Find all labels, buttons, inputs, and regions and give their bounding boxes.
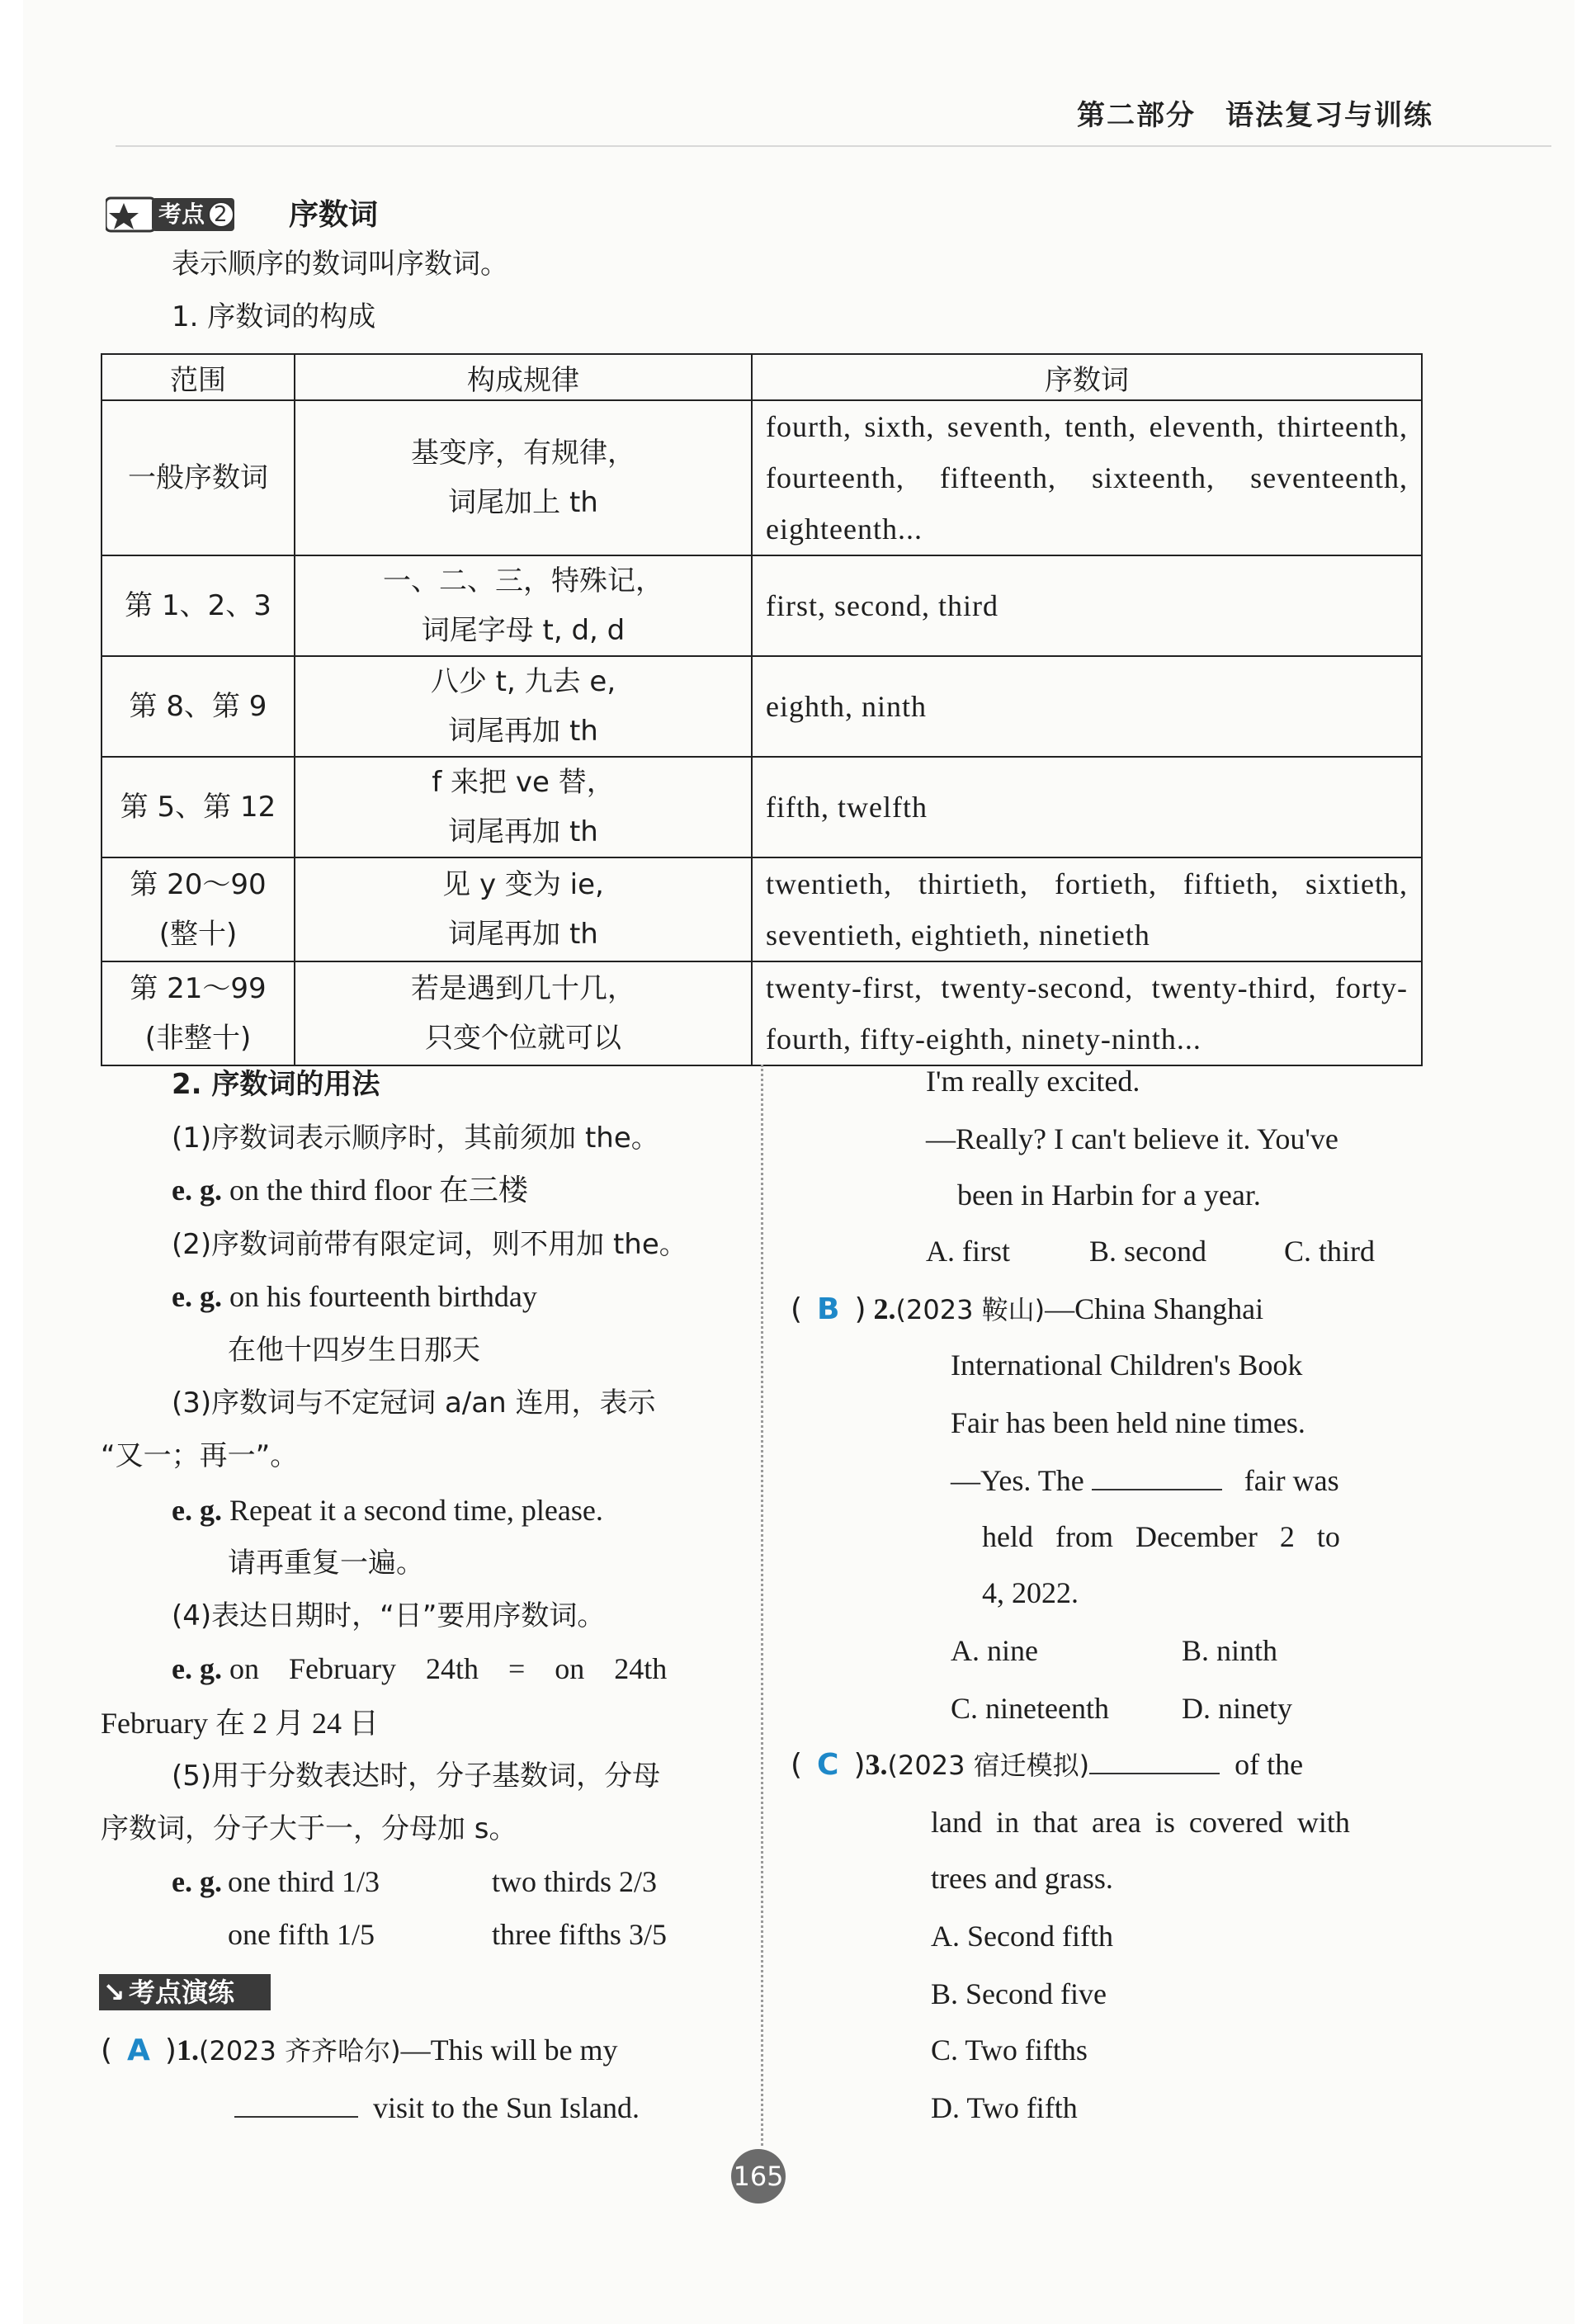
range-line: 第 21～99: [130, 972, 267, 1005]
question-1-line3: I'm really excited.: [926, 1065, 1140, 1098]
option: D. ninety: [1182, 1692, 1292, 1725]
table-cell-range: 第 5、第 12: [102, 757, 295, 857]
fraction-example: one fifth 1/5: [228, 1918, 375, 1951]
example-4-cont: February 在 2 月 24 日: [101, 1707, 379, 1740]
question-3-line2: land in that area is covered with: [931, 1806, 1350, 1839]
eg-label: e. g.: [172, 1865, 222, 1898]
question-2: ( B ) 2.(2023 鞍山)—China Shanghai: [791, 1292, 1264, 1326]
option: A. Second fifth: [931, 1920, 1113, 1953]
option: C. Two fifths: [931, 2034, 1088, 2067]
option: A. first: [926, 1235, 1010, 1268]
table-row: [102, 757, 1422, 857]
practice-badge-label: 考点演练: [129, 1977, 235, 2008]
table-cell-rule: [295, 400, 752, 555]
section-title: 序数词: [289, 198, 379, 232]
answer-blank: [1092, 1461, 1222, 1490]
eg-label: e. g.: [172, 1494, 222, 1527]
example-1: [172, 1170, 528, 1210]
usage-rule-3-cont: “又一；再一”。: [101, 1439, 299, 1472]
rule-line: 一、二、三，特殊记，: [383, 564, 663, 598]
table-cell-words: twentieth, thirtieth, fortieth, fiftieth, sixtieth, seventieth, eightieth, ninetieth: [752, 857, 1422, 961]
usage-rule-4: (4)表达日期时，“日”要用序数词。: [172, 1599, 606, 1632]
running-header: 第二部分 语法复习与训练: [1077, 99, 1433, 132]
answer-2: B: [817, 1292, 840, 1326]
question-2-line3: Fair has been held nine times.: [951, 1406, 1305, 1439]
table-cell-words: fourth, sixth, seventh, tenth, eleventh, thirteenth, fourteenth, fifteenth, sixteenth, seventeenth, eighteenth...: [752, 400, 1422, 555]
usage-rule-5: (5)用于分数表达时，分子基数词，分母: [172, 1760, 661, 1793]
question-2-line5: held from December 2 to: [982, 1520, 1340, 1553]
section-badge-number: 2: [214, 202, 228, 227]
eg-label: e. g.: [172, 1174, 222, 1207]
usage-rule-5-cont: 序数词，分子大于一，分母加 s。: [101, 1812, 517, 1845]
example-2-translation: 在他十四岁生日那天: [228, 1334, 480, 1367]
section-badge: [106, 195, 271, 234]
table-cell-words: fifth, twelfth: [752, 757, 1422, 857]
question-text: —China Shanghai: [1045, 1292, 1264, 1325]
question-3-line3: trees and grass.: [931, 1862, 1113, 1895]
example-text: on February 24th = on 24th: [221, 1652, 668, 1685]
example-3: [172, 1490, 603, 1530]
eg-label: e. g.: [172, 1280, 222, 1313]
table-header-row: [102, 354, 1422, 400]
rule-line: 词尾再加 th: [448, 715, 598, 748]
rule-line: 只变个位就可以: [425, 1022, 621, 1055]
question-source: (2023 齐齐哈尔): [198, 2035, 401, 2067]
question-source: (2023 鞍山): [895, 1294, 1046, 1325]
question-1-line2: [234, 2088, 640, 2128]
question-number: 2.: [873, 1292, 896, 1325]
rule-line: 词尾字母 t, d, d: [421, 614, 626, 647]
table-row: [102, 555, 1422, 656]
subheading-usage: 2. 序数词的用法: [172, 1068, 380, 1101]
answer-3: C: [817, 1748, 839, 1782]
example-text: Repeat it a second time, please.: [221, 1494, 603, 1527]
option: C. third: [1284, 1235, 1376, 1268]
table-row: [102, 961, 1422, 1065]
question-text: fair was: [1244, 1464, 1339, 1497]
question-3: ( C )3.(2023 宿迁模拟) of the: [791, 1745, 1303, 1785]
answer-blank: [1089, 1745, 1220, 1774]
fraction-example: three fifths 3/5: [492, 1918, 667, 1951]
table-cell-range: 一般序数词: [102, 400, 295, 555]
example-text: on his fourteenth birthday: [221, 1280, 537, 1313]
question-2-line4: [951, 1461, 1339, 1500]
usage-rule-3: (3)序数词与不定冠词 a/an 连用，表示: [172, 1386, 656, 1419]
table-cell-range: 第 1、2、3: [102, 555, 295, 656]
example-text: on the third floor 在三楼: [221, 1174, 528, 1207]
header-rule: [116, 145, 1551, 147]
option: B. second: [1089, 1235, 1206, 1268]
range-line: (整十): [158, 918, 238, 951]
question-number: 1.: [176, 2034, 199, 2067]
subheading-composition: 1. 序数词的构成: [172, 300, 376, 333]
table-cell-words: eighth, ninth: [752, 656, 1422, 757]
table-cell-range: 第 8、第 9: [102, 656, 295, 757]
question-2-line2: International Children's Book: [951, 1349, 1303, 1382]
question-2-line6: 4, 2022.: [982, 1576, 1079, 1609]
page-number: 165: [731, 2149, 786, 2204]
table-row: [102, 400, 1422, 555]
example-3-translation: 请再重复一遍。: [228, 1547, 424, 1580]
example-2: [172, 1277, 537, 1316]
table-cell-range: [102, 961, 295, 1065]
table-cell-range: [102, 857, 295, 961]
range-line: 第 20～90: [130, 868, 267, 901]
column-divider: [761, 1065, 763, 2146]
table-cell-rule: [295, 656, 752, 757]
rule-line: 见 y 变为 ie,: [442, 868, 604, 901]
option: B. ninth: [1182, 1634, 1278, 1667]
table-cell-rule: [295, 857, 752, 961]
table-cell-words: first, second, third: [752, 555, 1422, 656]
question-source: (2023 宿迁模拟): [887, 1750, 1090, 1781]
answer-1: A: [127, 2034, 150, 2067]
table-row: [102, 656, 1422, 757]
section-intro: 表示顺序的数词叫序数词。: [172, 248, 508, 281]
practice-badge: [99, 1974, 271, 2010]
eg-label: e. g.: [172, 1652, 222, 1685]
option: A. nine: [951, 1634, 1038, 1667]
fraction-example: two thirds 2/3: [492, 1865, 658, 1898]
range-line: (非整十): [144, 1022, 252, 1055]
table-cell-rule: [295, 961, 752, 1065]
table-header: 序数词: [752, 354, 1422, 400]
question-number: 3.: [865, 1748, 888, 1781]
table-row: [102, 857, 1422, 961]
rule-line: 八少 t, 九去 e,: [430, 665, 616, 698]
question-text: of the: [1235, 1748, 1304, 1781]
example-4: [172, 1649, 667, 1689]
fraction-example: one third 1/3: [228, 1865, 380, 1898]
table-cell-rule: [295, 757, 752, 857]
option: D. Two fifth: [931, 2091, 1078, 2124]
rule-line: f 来把 ve 替，: [432, 766, 615, 799]
rule-line: 词尾再加 th: [448, 918, 598, 951]
table-cell-words: twenty-first, twenty-second, twenty-third, forty-fourth, fifty-eighth, ninety-ninth...: [752, 961, 1422, 1065]
rule-line: 基变序，有规律，: [411, 437, 635, 470]
option: B. Second five: [931, 1977, 1107, 2010]
ordinal-rules-table: [101, 353, 1423, 1066]
question-text: visit to the Sun Island.: [373, 2091, 640, 2124]
question-text: —Yes. The: [951, 1464, 1084, 1497]
answer-blank: [234, 2088, 358, 2118]
section-badge-label: 考点: [158, 201, 205, 228]
rule-line: 词尾加上 th: [448, 486, 598, 519]
question-1: ( A )1.(2023 齐齐哈尔)—This will be my: [101, 2034, 618, 2067]
usage-rule-2: (2)序数词前带有限定词，则不用加 the。: [172, 1228, 687, 1261]
usage-rule-1: (1)序数词表示顺序时，其前须加 the。: [172, 1122, 659, 1155]
arrow-icon: ↘: [102, 1977, 125, 2008]
table-header: 构成规律: [295, 354, 752, 400]
option: C. nineteenth: [951, 1692, 1109, 1725]
question-text: —This will be my: [400, 2034, 618, 2067]
table-header: 范围: [102, 354, 295, 400]
question-1-line4: —Really? I can't believe it. You've: [926, 1122, 1338, 1155]
question-1-line5: been in Harbin for a year.: [957, 1179, 1261, 1212]
rule-line: 词尾再加 th: [448, 815, 598, 848]
table-cell-rule: [295, 555, 752, 656]
rule-line: 若是遇到几十几，: [411, 972, 635, 1005]
